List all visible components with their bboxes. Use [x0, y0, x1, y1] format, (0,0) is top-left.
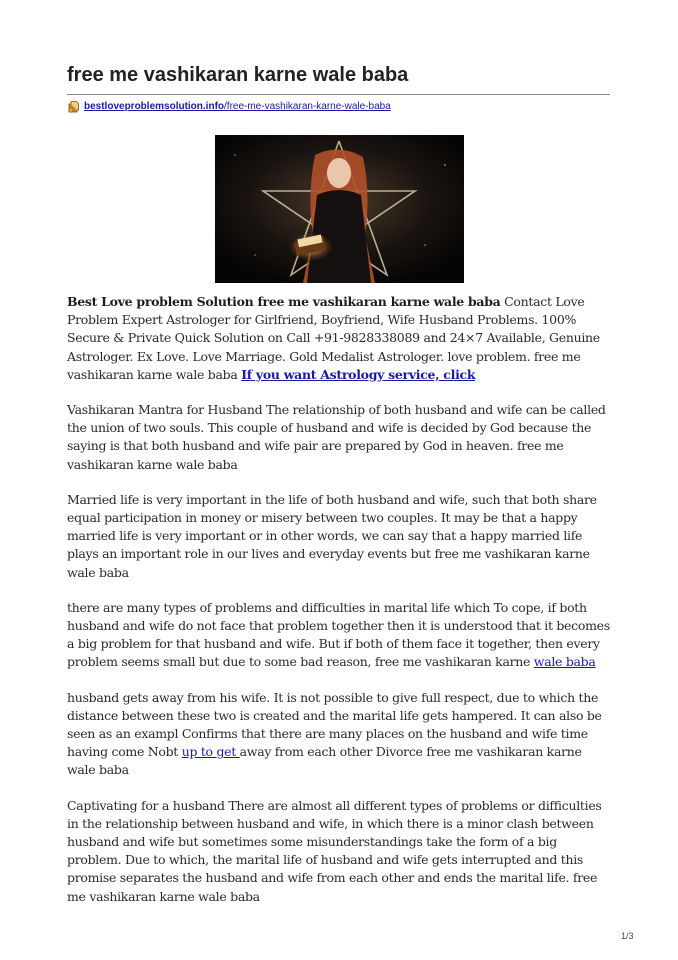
- paragraph-3: Married life is very important in the life of both husband and wife, such that both share equal participation in money or misery between two couples. It may be that a happy married life is very important or in other words, we can say that a happy married life plays an important role in our lives and everyday events but free me vashikaran karne wale baba: [67, 491, 597, 580]
- paragraph-5-text: husband gets away from his wife. It is not possible to give full respect, due to which the distance between these two is created and the marital life gets hampered. It can also be seen as an exampl Confirms that there are many places on the husband and wife time having come Nobt: [67, 689, 602, 760]
- paragraph-4-text: there are many types of problems and difficulties in marital life which To cope, if both husband and wife do not face that problem together then it is understood that it becomes a big problem for that husband and wife. But if both of them face it together, then every problem seems small but due to some bad reason, free me vashikaran karne: [67, 599, 610, 670]
- intro-heading: Best Love problem Solution free me vashikaran karne wale baba: [67, 294, 501, 309]
- title-divider: [67, 94, 610, 95]
- wale-baba-link[interactable]: wale baba: [533, 654, 596, 670]
- document-favicon-icon: [67, 100, 80, 113]
- source-url-link[interactable]: [84, 101, 391, 112]
- woman-with-book-pentagram-image: [215, 135, 464, 283]
- up-to-get-link[interactable]: up to get: [181, 744, 240, 760]
- source-path: /free-me-vashikaran-karne-wale-baba: [224, 101, 391, 112]
- paragraph-6: Captivating for a husband There are almost all different types of problems or difficulties in the relationship between husband and wife, in which there is a minor clash between husband and wife but sometimes some misunderstandings take the form of a big problem. Due to which, the marital life of husband and wife gets interrupted and this promise separates the husband and wife from each other and ends the marital life. free me vashikaran karne wale baba: [67, 797, 602, 904]
- page-number: 1/3: [621, 931, 634, 941]
- source-link-row: [67, 100, 391, 113]
- paragraph-5-after: away from each other Divorce free me vashikaran karne wale baba: [67, 744, 582, 778]
- page-title: free me vashikaran karne wale baba: [67, 64, 409, 86]
- astrology-service-link[interactable]: If you want Astrology service, click: [241, 366, 476, 382]
- paragraph-2: Vashikaran Mantra for Husband The relationship of both husband and wife can be called the union of two souls. This couple of husband and wife is decided by God because the saying is that both husband and wife pair are prepared by God in heaven. free me vashikaran karne wale baba: [67, 402, 606, 472]
- paragraph-5: [67, 689, 612, 780]
- article-body: [67, 293, 612, 923]
- paragraph-4: [67, 599, 612, 672]
- source-domain: bestloveproblemsolution.info: [84, 101, 225, 112]
- intro-text: Contact Love Problem Expert Astrologer for Girlfriend, Boyfriend, Wife Husband Problems. 100% Secure & Private Quick Solution on Call +91-9828338089 and 24×7 Available, Genuine Astrologer. Ex Love. Love Marriage. Gold Medalist Astrologer. love problem. free me vashikaran karne wale baba: [67, 294, 600, 382]
- paragraph-intro: [67, 293, 612, 384]
